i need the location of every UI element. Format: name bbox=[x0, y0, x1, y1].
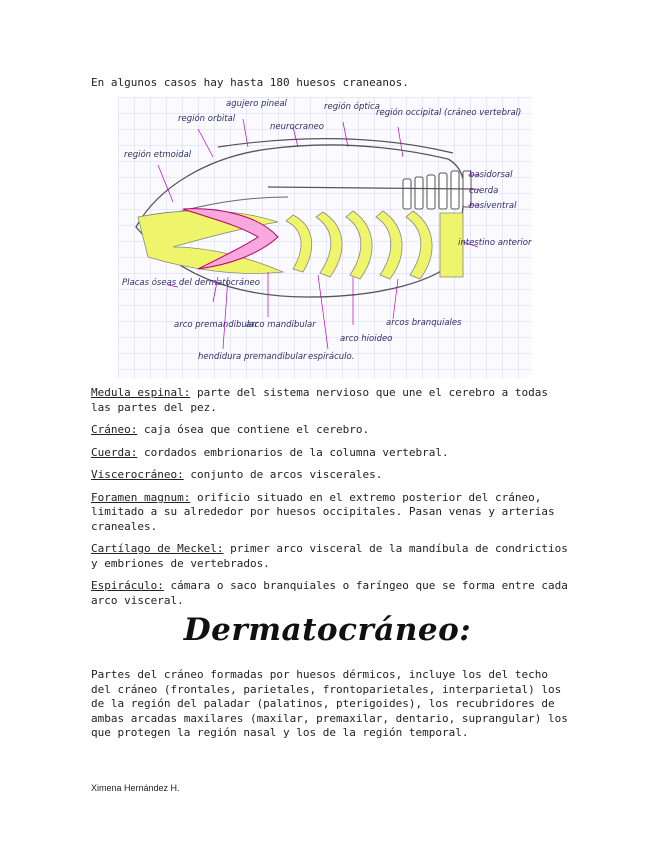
body-paragraph: Partes del cráneo formadas por huesos dérmicos, incluye los del techo del cráneo (frontales, parietales, frontoparietales, interparietal) los de la región del paladar (palatinos, pterigoides), los recubridores de ambas arcadas maxilares (maxilar, premaxilar, dentario, suprangular) los que protegen la región nasal y los de la región temporal. bbox=[91, 668, 568, 739]
label-occipital: región occipital (cráneo vertebral) bbox=[376, 108, 522, 118]
label-basidorsal: basidorsal bbox=[469, 170, 513, 180]
label-intestino: intestino anterior bbox=[458, 238, 532, 248]
definition-text: cámara o saco branquiales o faríngeo que se forma entre cada arco visceral. bbox=[91, 579, 568, 607]
definition-text: conjunto de arcos viscerales. bbox=[183, 468, 383, 481]
intro-text: En algunos casos hay hasta 180 huesos craneanos. bbox=[91, 76, 409, 89]
label-neurocraneo: neurocraneo bbox=[270, 122, 324, 132]
definition-term: Cuerda: bbox=[91, 445, 138, 459]
definition-item bbox=[91, 491, 571, 535]
definition-item bbox=[91, 468, 571, 483]
label-pineal: agujero pineal bbox=[226, 99, 287, 109]
label-placas: Placas óseas del dermatocráneo bbox=[122, 278, 260, 288]
skull-diagram-figure bbox=[118, 97, 532, 378]
label-optica: región óptica bbox=[324, 102, 380, 112]
definition-item bbox=[91, 579, 571, 608]
definition-item bbox=[91, 423, 571, 438]
definition-text: cordados embrionarios de la columna vertebral. bbox=[137, 445, 449, 459]
definitions-list bbox=[91, 386, 571, 616]
definition-item bbox=[91, 542, 571, 571]
section-heading: Dermatocráneo: bbox=[183, 612, 472, 648]
label-orbital: región orbital bbox=[178, 114, 236, 124]
definition-term: Cartílago de Meckel: bbox=[91, 542, 224, 555]
definition-term: Espiráculo: bbox=[91, 579, 164, 592]
label-cuerda: cuerda bbox=[469, 186, 499, 196]
definition-term: Foramen magnum: bbox=[91, 490, 191, 504]
label-hendidura: hendidura premandibular bbox=[198, 352, 307, 362]
definition-item bbox=[91, 446, 571, 461]
label-arco-premandibular: arco premandibular bbox=[174, 320, 258, 330]
definition-term: Cráneo: bbox=[91, 423, 138, 436]
skull-diagram bbox=[118, 97, 532, 378]
definition-term: Medula espinal: bbox=[91, 386, 191, 399]
author-name: Ximena Hernández H. bbox=[91, 783, 180, 793]
label-etmoidal: región etmoidal bbox=[124, 150, 192, 160]
definition-text: parte del sistema nervioso que une el cerebro a todas las partes del pez. bbox=[91, 386, 548, 414]
definition-term: Viscerocráneo: bbox=[91, 468, 184, 481]
label-arco-hioideo: arco hioideo bbox=[340, 334, 393, 344]
definition-text: primer arco visceral de la mandíbula de condrictios y embriones de vertebrados. bbox=[91, 542, 568, 570]
definition-text: orificio situado en el extremo posterior del cráneo, limitado a su alrededor por huesos occipitales. Pasan venas y arterias craneales. bbox=[91, 490, 555, 533]
label-basiventral: basiventral bbox=[469, 201, 517, 211]
label-espiraculo: espiráculo. bbox=[308, 352, 355, 362]
label-arcos-branquiales: arcos branquiales bbox=[386, 318, 462, 328]
label-arco-mandibular: arco mandibular bbox=[246, 320, 316, 330]
definition-text: caja ósea que contiene el cerebro. bbox=[137, 423, 370, 436]
definition-item bbox=[91, 386, 571, 415]
